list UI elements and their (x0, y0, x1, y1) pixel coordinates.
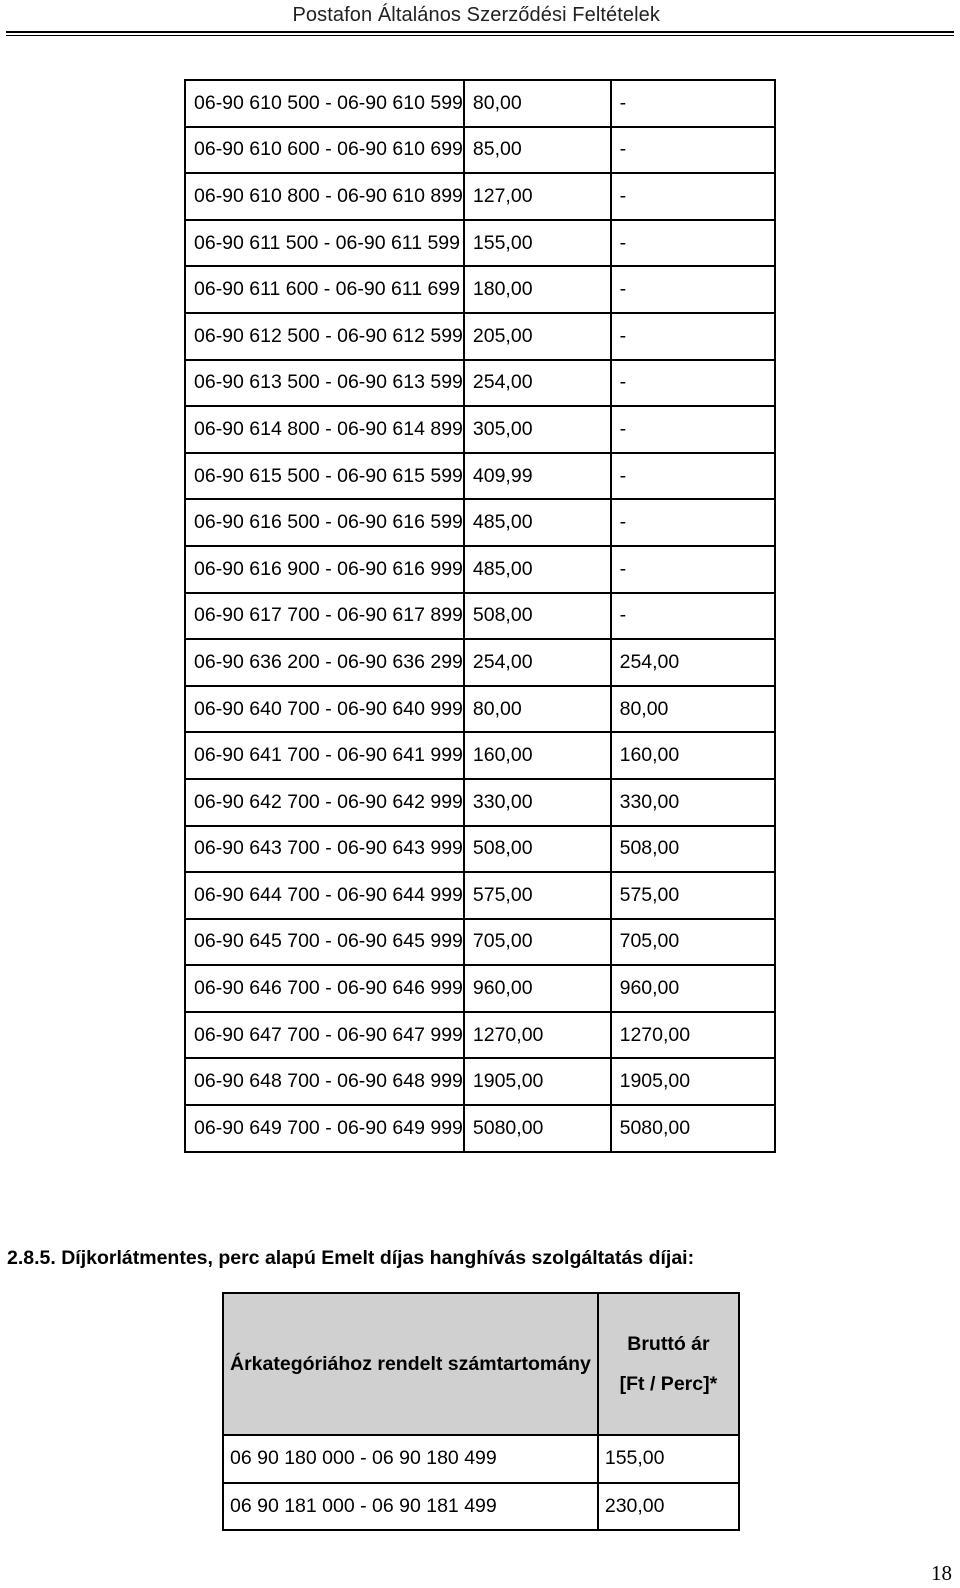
number-range-cell: 06-90 649 700 - 06-90 649 999 (185, 1105, 464, 1152)
number-range-cell: 06 90 180 000 - 06 90 180 499 (223, 1435, 598, 1483)
gross-price-header-unit: [Ft / Perc]* (619, 1373, 718, 1395)
header-rule (6, 31, 954, 33)
alt-price-cell: 1270,00 (611, 1012, 775, 1059)
table-row (185, 360, 775, 407)
number-range-cell: 06-90 614 800 - 06-90 614 899 (185, 406, 464, 453)
alt-price-cell: 575,00 (611, 872, 775, 919)
table-row (185, 732, 775, 779)
table-row (185, 1012, 775, 1059)
rate-table (184, 79, 776, 1153)
alt-price-cell: - (611, 313, 775, 360)
price-cell: 254,00 (464, 360, 611, 407)
table-row (185, 593, 775, 640)
price-cell: 1270,00 (464, 1012, 611, 1059)
alt-price-cell: - (611, 127, 775, 174)
price-cell: 575,00 (464, 872, 611, 919)
table-row (185, 80, 775, 127)
page-header (0, 0, 960, 36)
price-cell: 705,00 (464, 919, 611, 966)
number-range-header: Árkategóriához rendelt számtartomány (223, 1293, 598, 1435)
number-range-cell: 06-90 611 500 - 06-90 611 599 (185, 220, 464, 267)
rate-table-body (185, 80, 775, 1152)
header-rule-thin (6, 35, 954, 36)
alt-price-cell: 80,00 (611, 686, 775, 733)
alt-price-cell: 5080,00 (611, 1105, 775, 1152)
number-range-cell: 06-90 644 700 - 06-90 644 999 (185, 872, 464, 919)
table-row (185, 826, 775, 873)
number-range-cell: 06-90 616 900 - 06-90 616 999 (185, 546, 464, 593)
price-cell: 1905,00 (464, 1058, 611, 1105)
table-row (185, 453, 775, 500)
alt-price-cell: - (611, 593, 775, 640)
price-cell: 254,00 (464, 639, 611, 686)
gross-price-cell: 155,00 (598, 1435, 739, 1483)
table-row (185, 1058, 775, 1105)
table-row (185, 499, 775, 546)
alt-price-cell: 254,00 (611, 639, 775, 686)
alt-price-cell: 508,00 (611, 826, 775, 873)
table-row (185, 220, 775, 267)
number-range-cell: 06-90 636 200 - 06-90 636 299 (185, 639, 464, 686)
premium-rate-table (222, 1292, 740, 1531)
price-cell: 80,00 (464, 686, 611, 733)
premium-rate-table-body (223, 1435, 739, 1530)
alt-price-cell: - (611, 499, 775, 546)
table-row (185, 546, 775, 593)
number-range-cell: 06-90 611 600 - 06-90 611 699 (185, 266, 464, 313)
number-range-cell: 06-90 616 500 - 06-90 616 599 (185, 499, 464, 546)
table-row (223, 1435, 739, 1483)
price-cell: 5080,00 (464, 1105, 611, 1152)
gross-price-cell: 230,00 (598, 1483, 739, 1531)
price-cell: 160,00 (464, 732, 611, 779)
alt-price-cell: 160,00 (611, 732, 775, 779)
number-range-cell: 06-90 641 700 - 06-90 641 999 (185, 732, 464, 779)
alt-price-cell: - (611, 546, 775, 593)
alt-price-cell: - (611, 406, 775, 453)
price-cell: 305,00 (464, 406, 611, 453)
price-cell: 508,00 (464, 593, 611, 640)
table-row (185, 872, 775, 919)
price-cell: 330,00 (464, 779, 611, 826)
table-row (223, 1483, 739, 1531)
alt-price-cell: - (611, 360, 775, 407)
number-range-cell: 06-90 647 700 - 06-90 647 999 (185, 1012, 464, 1059)
number-range-cell: 06-90 610 500 - 06-90 610 599 (185, 80, 464, 127)
price-cell: 80,00 (464, 80, 611, 127)
price-cell: 485,00 (464, 499, 611, 546)
gross-price-header-label: Bruttó ár (627, 1333, 710, 1355)
number-range-cell: 06-90 645 700 - 06-90 645 999 (185, 919, 464, 966)
alt-price-cell: 705,00 (611, 919, 775, 966)
price-cell: 960,00 (464, 965, 611, 1012)
table-row (185, 406, 775, 453)
section-title: 2.8.5. Díjkorlátmentes, perc alapú Emelt díjas hanghívás szolgáltatás díjai: (7, 1247, 695, 1269)
number-range-cell: 06-90 642 700 - 06-90 642 999 (185, 779, 464, 826)
price-cell: 409,99 (464, 453, 611, 500)
page-number: 18 (931, 1561, 952, 1585)
table-row (185, 919, 775, 966)
number-range-cell: 06-90 612 500 - 06-90 612 599 (185, 313, 464, 360)
number-range-cell: 06 90 181 000 - 06 90 181 499 (223, 1483, 598, 1531)
number-range-cell: 06-90 640 700 - 06-90 640 999 (185, 686, 464, 733)
number-range-cell: 06-90 610 800 - 06-90 610 899 (185, 173, 464, 220)
price-cell: 127,00 (464, 173, 611, 220)
alt-price-cell: 960,00 (611, 965, 775, 1012)
alt-price-cell: - (611, 80, 775, 127)
price-cell: 508,00 (464, 826, 611, 873)
number-range-cell: 06-90 648 700 - 06-90 648 999 (185, 1058, 464, 1105)
alt-price-cell: - (611, 220, 775, 267)
table-row (185, 1105, 775, 1152)
price-cell: 155,00 (464, 220, 611, 267)
alt-price-cell: 330,00 (611, 779, 775, 826)
premium-rate-header-row (223, 1293, 739, 1435)
number-range-cell: 06-90 615 500 - 06-90 615 599 (185, 453, 464, 500)
table-row (185, 266, 775, 313)
table-row (185, 639, 775, 686)
alt-price-cell: - (611, 173, 775, 220)
price-cell: 205,00 (464, 313, 611, 360)
alt-price-cell: - (611, 266, 775, 313)
alt-price-cell: 1905,00 (611, 1058, 775, 1105)
price-cell: 85,00 (464, 127, 611, 174)
table-row (185, 779, 775, 826)
number-range-cell: 06-90 646 700 - 06-90 646 999 (185, 965, 464, 1012)
number-range-cell: 06-90 617 700 - 06-90 617 899 (185, 593, 464, 640)
table-row (185, 686, 775, 733)
table-row (185, 965, 775, 1012)
number-range-cell: 06-90 610 600 - 06-90 610 699 (185, 127, 464, 174)
table-row (185, 313, 775, 360)
price-cell: 485,00 (464, 546, 611, 593)
number-range-cell: 06-90 643 700 - 06-90 643 999 (185, 826, 464, 873)
number-range-cell: 06-90 613 500 - 06-90 613 599 (185, 360, 464, 407)
table-row (185, 127, 775, 174)
alt-price-cell: - (611, 453, 775, 500)
header-title: Postafon Általános Szerződési Feltételek (292, 4, 660, 26)
price-cell: 180,00 (464, 266, 611, 313)
gross-price-header (598, 1293, 739, 1435)
table-row (185, 173, 775, 220)
